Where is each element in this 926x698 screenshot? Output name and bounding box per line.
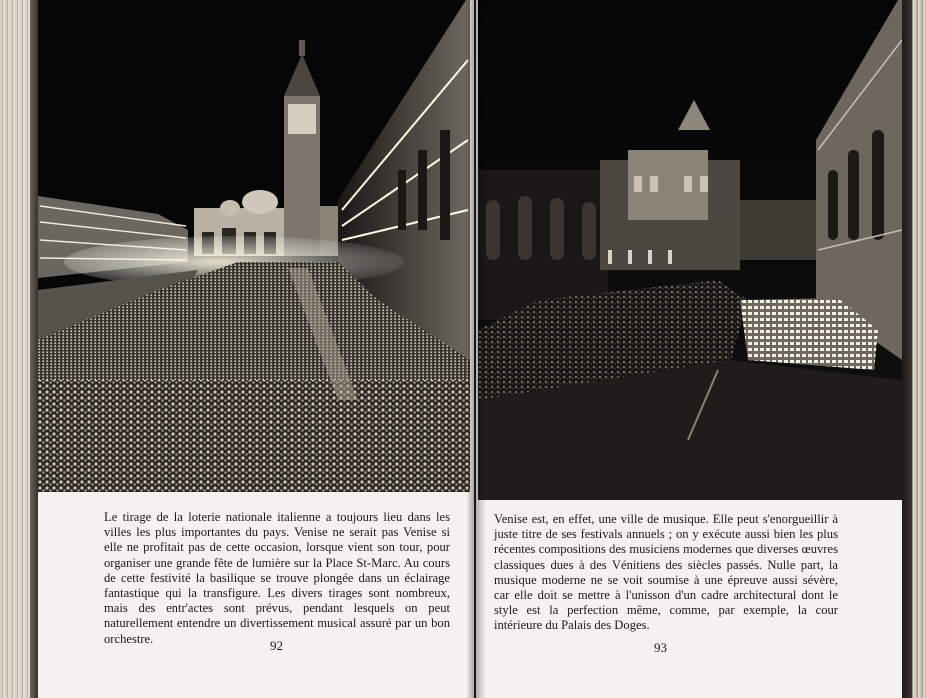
page-number-left: 92: [270, 638, 283, 653]
courtyard-photo-drawing: [478, 0, 902, 500]
left-page-paragraph: Le tirage de la loterie nationale italienne a toujours lieu dans les villes les plus importantes du pays. Venise ne serait pas Venise si elle ne profitait pas de cette occasion, lorsque vient son tour, pour organiser une grande fête de lumière sur la Place St-Marc. Au cours de cette festivité la basilique se trouve plongée dans un éclairage fantastique qui la transfigure. Les divers tirages sont nombreux, mais des entr'actes sont prévus, pendant lesquels on peut naturellement entendre un divertissement musical assuré par un bon orchestre.: [104, 510, 450, 646]
piazza-san-marco-photo: [38, 0, 470, 492]
piazza-photo-drawing: [38, 0, 470, 492]
page-number-right: 93: [654, 640, 667, 655]
book-gutter: [466, 0, 486, 698]
right-page: [476, 0, 902, 698]
right-page-paragraph: Venise est, en effet, une ville de musique. Elle peut s'enorgueillir à juste titre de ses festivals annuels ; on y exécute aussi bien les plus récentes compositions des musiciens modernes que diverses œuvres classiques dues à des Vénitiens des siècles passés. Nulle part, la musique moderne ne se voit soumise à une épreuve aussi sévère, car elle doit se mettre à l'unisson d'un cadre architectural dont le style est la perfection même, comme, par exemple, la cour intérieure du Palais des Doges.: [494, 512, 838, 633]
left-page: [38, 0, 474, 698]
doges-palace-courtyard-photo: [478, 0, 902, 500]
